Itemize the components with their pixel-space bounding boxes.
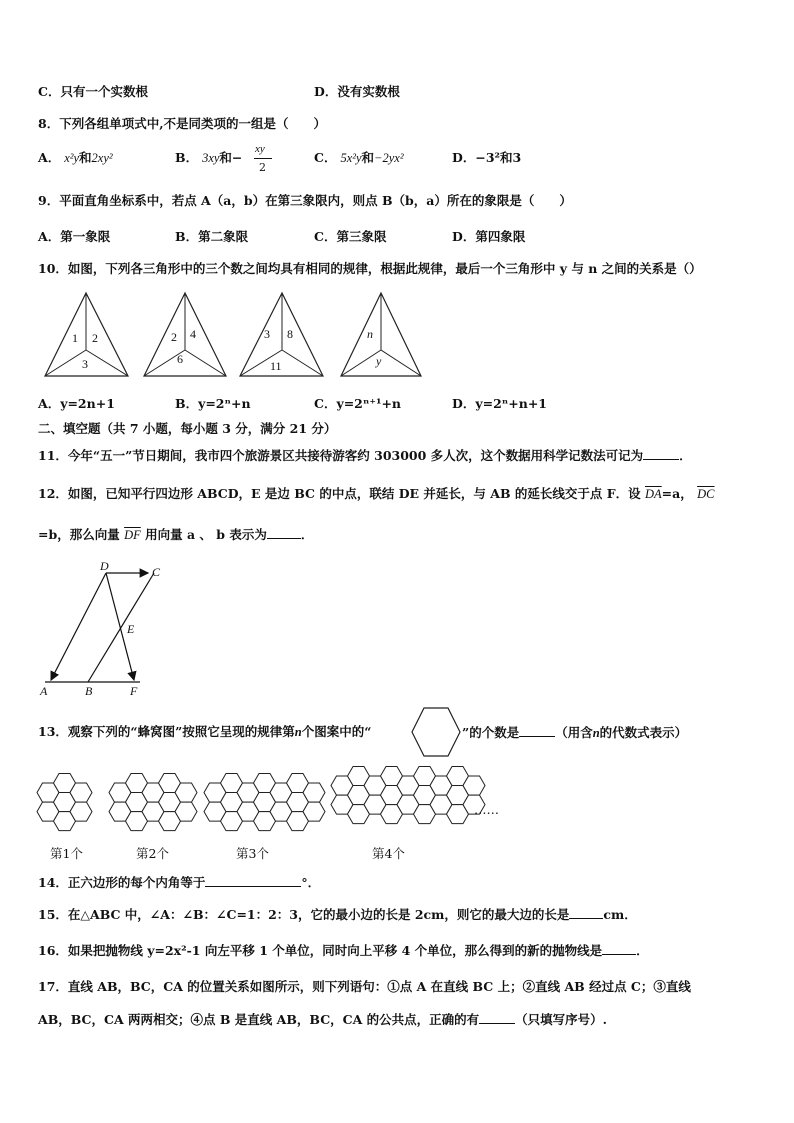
q7-option-d: D．没有实数根 — [314, 84, 400, 99]
q17-text: AB，BC，CA 两两相交；④点 B 是直线 AB，BC，CA 的公共点，正确的有 — [38, 1012, 480, 1027]
q10-option-d: D．y=2ⁿ+n+1 — [452, 396, 547, 411]
q8-option-c-term2: −2yx² — [374, 151, 404, 165]
q14-stem: 14．正六边形的每个内角等于 — [38, 875, 206, 890]
q8-option-a-label: A． — [38, 150, 61, 165]
q12-vector-da: $\overline{DA}$ — [645, 487, 662, 501]
q12-text1: 12．如图，已知平行四边形 ABCD，E 是边 BC 的中点，联结 DE 并延长，与 AB 的延长线交于点 F．设 — [38, 486, 641, 501]
q9-option-d: D．第四象限 — [452, 229, 526, 244]
q10-t1-bottom: 3 — [82, 357, 88, 371]
q15-end: cm． — [603, 907, 637, 922]
q13-caption-1: 第1个 — [50, 846, 83, 861]
q9-option-c: C．第三象限 — [314, 229, 387, 244]
q12-label-f: F — [130, 684, 138, 698]
q8-option-b-term1: 3xy — [202, 151, 220, 165]
q14 — [38, 874, 320, 891]
q12-vector-dc: $\overline{DC}$ — [697, 487, 715, 501]
q16-end: ． — [636, 943, 649, 958]
honeycomb-cell — [70, 802, 92, 821]
q8-option-a-term2: 2xy² — [91, 151, 113, 165]
q9-option-b: B．第二象限 — [175, 229, 249, 244]
q10-stem: 10．如图，下列各三角形中的三个数之间均具有相同的规律，根据此规律，最后一个三角形中 y 与 n 之间的关系是（） — [38, 261, 702, 276]
q17-answer-blank[interactable] — [479, 1011, 515, 1024]
q10-t2-bottom: 6 — [177, 352, 183, 366]
honeycomb-figure-4 — [331, 767, 485, 824]
q13-n-1: n — [294, 725, 302, 739]
q13-caption-4: 第4个 — [372, 846, 405, 861]
q12-text3: 用向量 a 、 b 表示为 — [145, 527, 267, 542]
honeycomb-cell — [303, 783, 325, 802]
q12-label-d: D — [100, 559, 109, 573]
q10-t1-left: 1 — [72, 331, 78, 345]
q8-option-b-numerator: xy — [255, 143, 265, 155]
q12-label-b: B — [85, 684, 93, 698]
q12-text2: =b，那么向量 — [38, 527, 120, 542]
q10-t1-right: 2 — [92, 331, 98, 345]
honeycomb-cell — [175, 802, 197, 821]
q8-option-c-term1: 5x²y — [340, 151, 362, 165]
q13-text-d: （用含 — [555, 725, 593, 740]
q12-label-c: C — [152, 565, 161, 579]
q7-option-c: C．只有一个实数根 — [38, 84, 148, 99]
q17-end: （只填写序号）. — [515, 1012, 607, 1027]
q10-t2-right: 4 — [190, 327, 196, 341]
q8-option-b-and: 和− — [219, 150, 243, 165]
q14-end: °． — [301, 875, 321, 890]
q8-option-a-and: 和 — [79, 150, 92, 165]
q12-label-e: E — [127, 622, 135, 636]
q10-t3-bottom: 11 — [270, 359, 282, 373]
q13-ellipsis: …… — [474, 802, 499, 817]
q17-line1: 17．直线 AB，BC，CA 的位置关系如图所示，则下列语句：①点 A 在直线 BC 上；②直线 AB 经过点 C；③直线 — [38, 979, 691, 994]
q10-t3-right: 8 — [287, 327, 293, 341]
q13-text-b: 个图案中的“ — [301, 724, 372, 739]
q8-option-a-term1: x²y — [64, 151, 80, 165]
q14-answer-blank[interactable] — [205, 874, 301, 887]
q17-line2 — [38, 1011, 607, 1028]
q10-t4-bottom: y — [376, 354, 382, 368]
q13-n-2: n — [592, 726, 600, 740]
q13-text-a: 13．观察下列的“蜂窝图”按照它呈现的规律第 — [38, 724, 295, 739]
q12-end: ． — [300, 527, 314, 542]
q11-stem: 11．今年“五一”节日期间，我市四个旅游景区共接待游客约 303000 多人次，这个数据用科学记数法可记为 — [38, 448, 644, 463]
q10-option-c: C．y=2ⁿ⁺¹+n — [314, 396, 402, 411]
honeycomb-cell — [303, 802, 325, 821]
q16-stem: 16．如果把抛物线 y=2x²-1 向左平移 1 个单位，同时向上平移 4 个单位，那么得到的新的抛物线是 — [38, 943, 603, 958]
q9-option-a: A．第一象限 — [38, 229, 111, 244]
q8-option-b-label: B． — [175, 150, 199, 165]
q16 — [38, 942, 649, 959]
honeycomb-cell — [175, 783, 197, 802]
honeycomb-cell — [463, 776, 485, 795]
q8-stem: 8．下列各组单项式中,不是同类项的一组是（ ） — [38, 116, 327, 131]
q10-option-b: B．y=2ⁿ+n — [175, 396, 251, 411]
honeycomb-figure-2 — [109, 774, 197, 831]
section-2-title: 二、填空题（共 7 小题，每小题 3 分，满分 21 分） — [38, 421, 337, 436]
q13-caption-3: 第3个 — [236, 846, 269, 861]
honeycomb-figure-1 — [37, 774, 92, 831]
q13-text-e: 的代数式表示） — [599, 725, 688, 740]
honeycomb-figure-3 — [204, 774, 325, 831]
q16-answer-blank[interactable] — [602, 942, 636, 955]
q10-t2-left: 2 — [171, 330, 177, 344]
q15-answer-blank[interactable] — [569, 906, 603, 919]
q12-eq-a: =a， — [661, 486, 693, 501]
q13-text-c: ”的个数是 — [462, 725, 520, 740]
q8-option-c-and: 和 — [361, 150, 375, 165]
q13-caption-2: 第2个 — [136, 846, 169, 861]
honeycomb-cell — [70, 783, 92, 802]
q12-vector-df: $\overline{DF}$ — [124, 528, 141, 542]
q8-option-b-denominator: 2 — [259, 161, 266, 174]
q15 — [38, 906, 637, 923]
q12-label-a: A — [40, 684, 48, 698]
q10-option-a: A．y=2n+1 — [38, 396, 115, 411]
q9-stem: 9．平面直角坐标系中，若点 A（a，b）在第三象限内，则点 B（b，a）所在的象限是（ ） — [38, 193, 572, 208]
q8-option-d: D．−3²和3 — [452, 150, 522, 165]
q11-end: ． — [679, 448, 692, 463]
q8-option-c-label: C． — [314, 150, 337, 165]
q10-t3-left: 3 — [264, 327, 270, 341]
q15-stem: 15．在△ABC 中，∠A：∠B：∠C=1：2：3，它的最小边的长是 2cm，则它的最大边的长是 — [38, 907, 570, 922]
q10-t4-left: n — [367, 327, 373, 341]
